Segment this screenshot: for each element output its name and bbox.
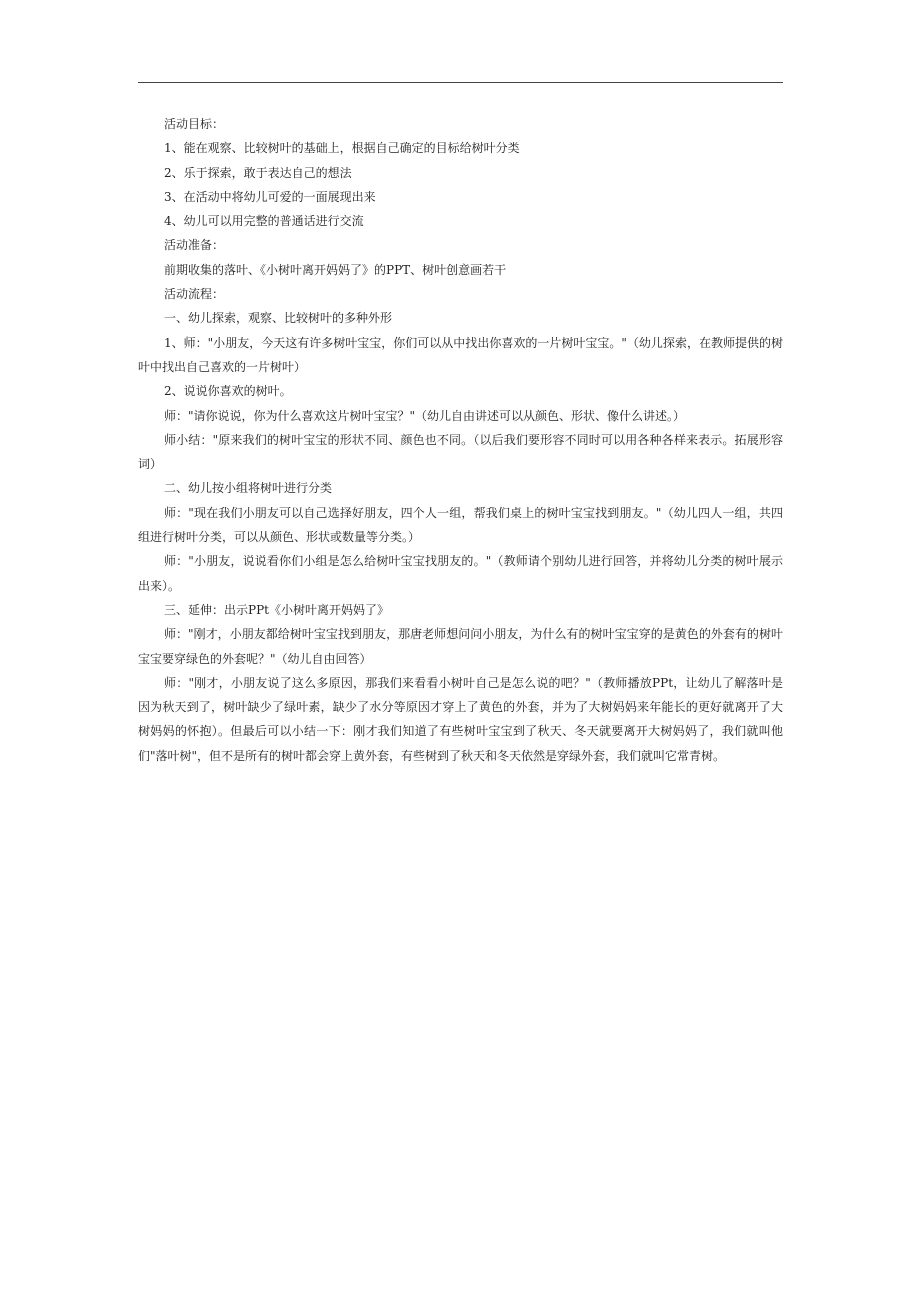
process-paragraph: 师小结："原来我们的树叶宝宝的形状不同、颜色也不同。（以后我们要形容不同时可以用各种各样来表示。拓展形容词） <box>138 432 783 472</box>
process-paragraph: 师："刚才，小朋友都给树叶宝宝找到朋友，那唐老师想问问小朋友，为什么有的树叶宝宝穿的是黄色的外套有的树叶宝宝要穿绿色的外套呢？"（幼儿自由回答） <box>138 627 783 666</box>
process-paragraph: 2、说说你喜欢的树叶。 <box>164 384 292 399</box>
section-heading-preparation: 活动准备： <box>164 238 225 253</box>
process-paragraph: 师："请你说说，你为什么喜欢这片树叶宝宝？"（幼儿自由讲述可以从颜色、形状、像什么讲述。） <box>164 408 686 423</box>
process-paragraph: 师："小朋友，说说看你们小组是怎么给树叶宝宝找朋友的。"（教师请个别幼儿进行回答，并将幼儿分类的树叶展示出来）。 <box>138 554 783 593</box>
process-step-1-heading: 一、幼儿探索，观察、比较树叶的多种外形 <box>164 311 393 326</box>
goal-item-3: 3、在活动中将幼儿可爱的一面展现出来 <box>164 189 376 204</box>
process-paragraph: 师："刚才，小朋友说了这么多原因，那我们来看看小树叶自己是怎么说的吧？"（教师播放PPt，让幼儿了解落叶是因为秋天到了，树叶缺少了绿叶素，缺少了水分等原因才穿上了黄色的外套，并为了大树妈妈来年能长的更好就离开了大树妈妈的怀抱）。但最后可以小结一下：刚才我们知道了有些树叶宝宝到了秋天、冬天就要离开大树妈妈了，我们就叫他们"落叶树"，但不是所有的树叶都会穿上黄外套，有些树到了秋天和冬天依然是穿绿外套，我们就叫它常青树。 <box>138 675 783 763</box>
process-step-3-heading: 三、延伸：出示PPt《小树叶离开妈妈了》 <box>164 602 389 617</box>
section-heading-process: 活动流程： <box>164 287 225 302</box>
section-heading-goals: 活动目标： <box>164 117 225 131</box>
header-rule <box>138 82 783 83</box>
preparation-text: 前期收集的落叶、《小树叶离开妈妈了》的PPT、树叶创意画若干 <box>164 262 507 277</box>
goal-item-4: 4、幼儿可以用完整的普通话进行交流 <box>164 214 364 229</box>
process-paragraph: 师："现在我们小朋友可以自己选择好朋友，四个人一组，帮我们桌上的树叶宝宝找到朋友。"（幼儿四人一组，共四组进行树叶分类，可以从颜色、形状或数量等分类。） <box>138 505 783 545</box>
document-body <box>138 112 783 768</box>
process-paragraph: 1、师："小朋友，今天这有许多树叶宝宝，你们可以从中找出你喜欢的一片树叶宝宝。"（幼儿探索，在教师提供的树叶中找出自己喜欢的一片树叶） <box>138 335 783 374</box>
process-step-2-heading: 二、幼儿按小组将树叶进行分类 <box>164 481 333 496</box>
goal-item-2: 2、乐于探索，敢于表达自己的想法 <box>164 165 352 180</box>
goal-item-1: 1、能在观察、比较树叶的基础上，根据自己确定的目标给树叶分类 <box>164 141 520 156</box>
